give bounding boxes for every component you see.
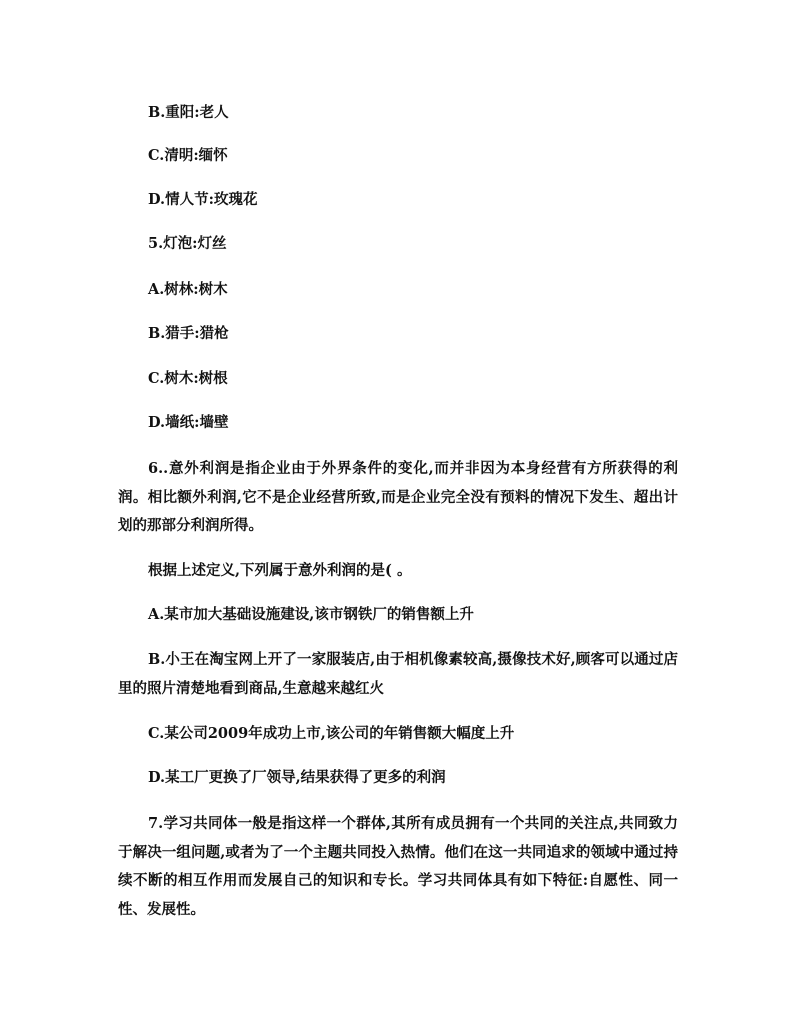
question-6-prompt: 根据上述定义,下列属于意外利润的是( 。	[148, 562, 412, 579]
question-6-option-b: B.小王在淘宝网上开了一家服装店,由于相机像素较高,摄像技术好,顾客可以通过店里的照片清楚地看到商品,生意越来越红火	[118, 651, 678, 697]
option-line: A.树林:树木	[148, 281, 228, 298]
option-line: D.墙纸:墙壁	[148, 414, 229, 431]
question-6-option-a: A.某市加大基础设施建设,该市钢铁厂的销售额上升	[148, 606, 474, 623]
question-7-stem: 7.学习共同体一般是指这样一个群体,其所有成员拥有一个共同的关注点,共同致力于解决一组问题,或者为了一个主题共同投入热情。他们在这一共同追求的领域中通过持续不断的相互作用而发展自己的知识和专长。学习共同体具有如下特征:自愿性、同一性、发展性。	[118, 815, 678, 918]
question-6-option-c: C.某公司2009年成功上市,该公司的年销售额大幅度上升	[148, 725, 515, 742]
option-line: D.情人节:玫瑰花	[148, 191, 258, 208]
option-line: C.树木:树根	[148, 370, 228, 387]
question-6-option-d: D.某工厂更换了厂领导,结果获得了更多的利润	[148, 769, 446, 786]
option-line: C.清明:缅怀	[148, 147, 228, 164]
option-line: B.猎手:猎枪	[148, 325, 229, 342]
question-6-stem: 6..意外利润是指企业由于外界条件的变化,而并非因为本身经营有方所获得的利润。相比额外利润,它不是企业经营所致,而是企业完全没有预料的情况下发生、超出计划的那部分利润所得。	[118, 460, 678, 534]
option-line: B.重阳:老人	[148, 104, 229, 121]
question-title: 5.灯泡:灯丝	[148, 235, 227, 252]
